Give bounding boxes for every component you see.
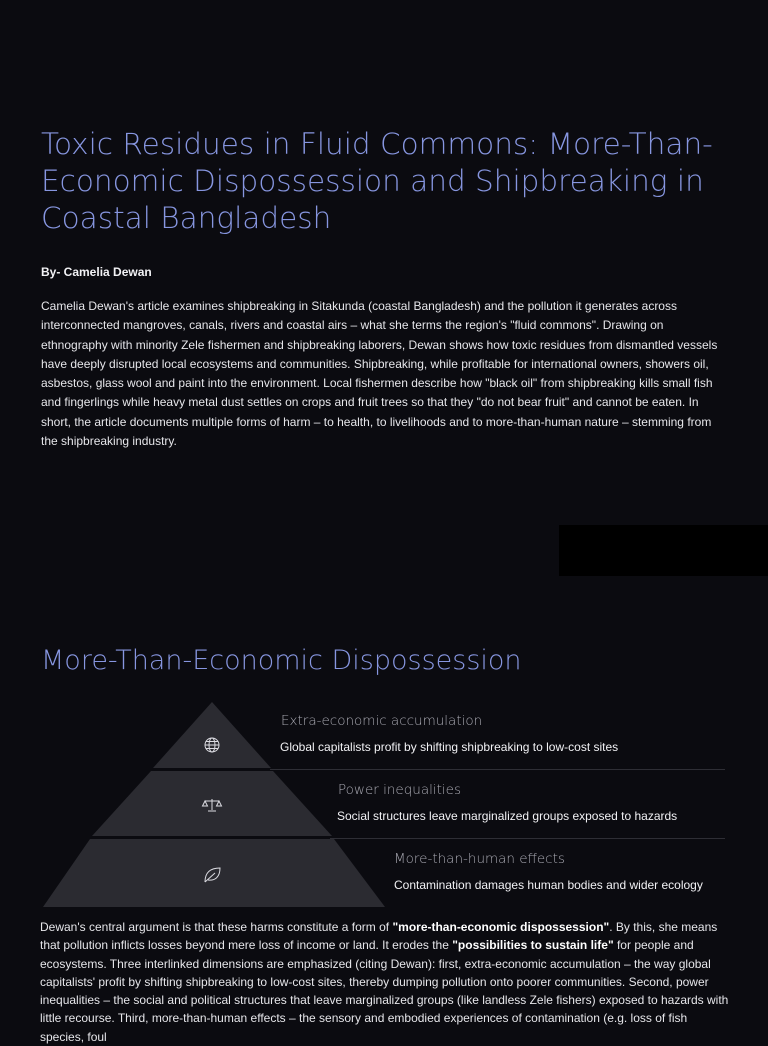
tier-divider	[270, 769, 725, 770]
body-text-run: for people and ecosystems. Three interlinked dimensions are emphasized (citing Dewan): first, extra-economic accumulation – the way global capitalists' profit by shifting shipbreaking to low-cost sites, thereby dumping pollution onto poorer communities. Second, power inequalities – the social and political structures that leave marginalized groups (like landless Zele fishers) exposed to hazards with little recourse. Third, more-than-human effects – the sensory and embodied experiences of contamination (e.g. loss of fish species, foul	[40, 938, 729, 1044]
pyramid-tier-top	[153, 702, 271, 768]
article-intro: Camelia Dewan's article examines shipbreaking in Sitakunda (coastal Bangladesh) and the pollution it generates across interconnected mangroves, canals, rivers and coastal airs – what she terms the region's "fluid commons". Drawing on ethnography with minority Zele fishermen and shipbreaking laborers, Dewan shows how toxic residues from dismantled vessels have deeply disrupted local ecosystems and communities. Shipbreaking, while profitable for international owners, showers oil, asbestos, glass wool and paint into the environment. Local fishermen describe how "black oil" from shipbreaking kills small fish and fingerlings while heavy metal dust settles on crops and fruit trees so that they "do not bear fruit" and cannot be eaten. In short, the article documents multiple forms of harm – to health, to livelihoods and to more-than-human nature – stemming from the shipbreaking industry.	[41, 299, 718, 449]
tier-title: Extra-economic accumulation	[281, 713, 483, 729]
dispossession-pyramid	[40, 700, 390, 910]
tier-title: Power inequalities	[338, 782, 462, 798]
tier-description: Contamination damages human bodies and wider ecology	[394, 878, 703, 892]
embedded-media-placeholder	[559, 525, 768, 576]
body-emphasis: "more-than-economic dispossession"	[392, 920, 610, 934]
article-title: Toxic Residues in Fluid Commons: More-Than-Economic Dispossession and Shipbreaking in Coastal Bangladesh	[41, 127, 713, 235]
body-text-run: . By this, she means that pollution inflicts losses beyond mere loss of income or land. It erodes the	[40, 920, 718, 953]
article-byline: By- Camelia Dewan	[41, 265, 152, 279]
section-heading: More-Than-Economic Dispossession	[41, 645, 522, 676]
tier-description: Social structures leave marginalized groups exposed to hazards	[337, 809, 678, 823]
tier-description: Global capitalists profit by shifting shipbreaking to low-cost sites	[280, 740, 619, 754]
section-body	[40, 918, 732, 1046]
tier-title: More-than-human effects	[394, 851, 565, 867]
body-emphasis: "possibilities to sustain life"	[452, 938, 614, 953]
pyramid-tier-bottom	[43, 839, 385, 907]
tier-divider	[330, 838, 725, 839]
body-text-run: Dewan's central argument is that these harms constitute a form of	[40, 920, 393, 934]
